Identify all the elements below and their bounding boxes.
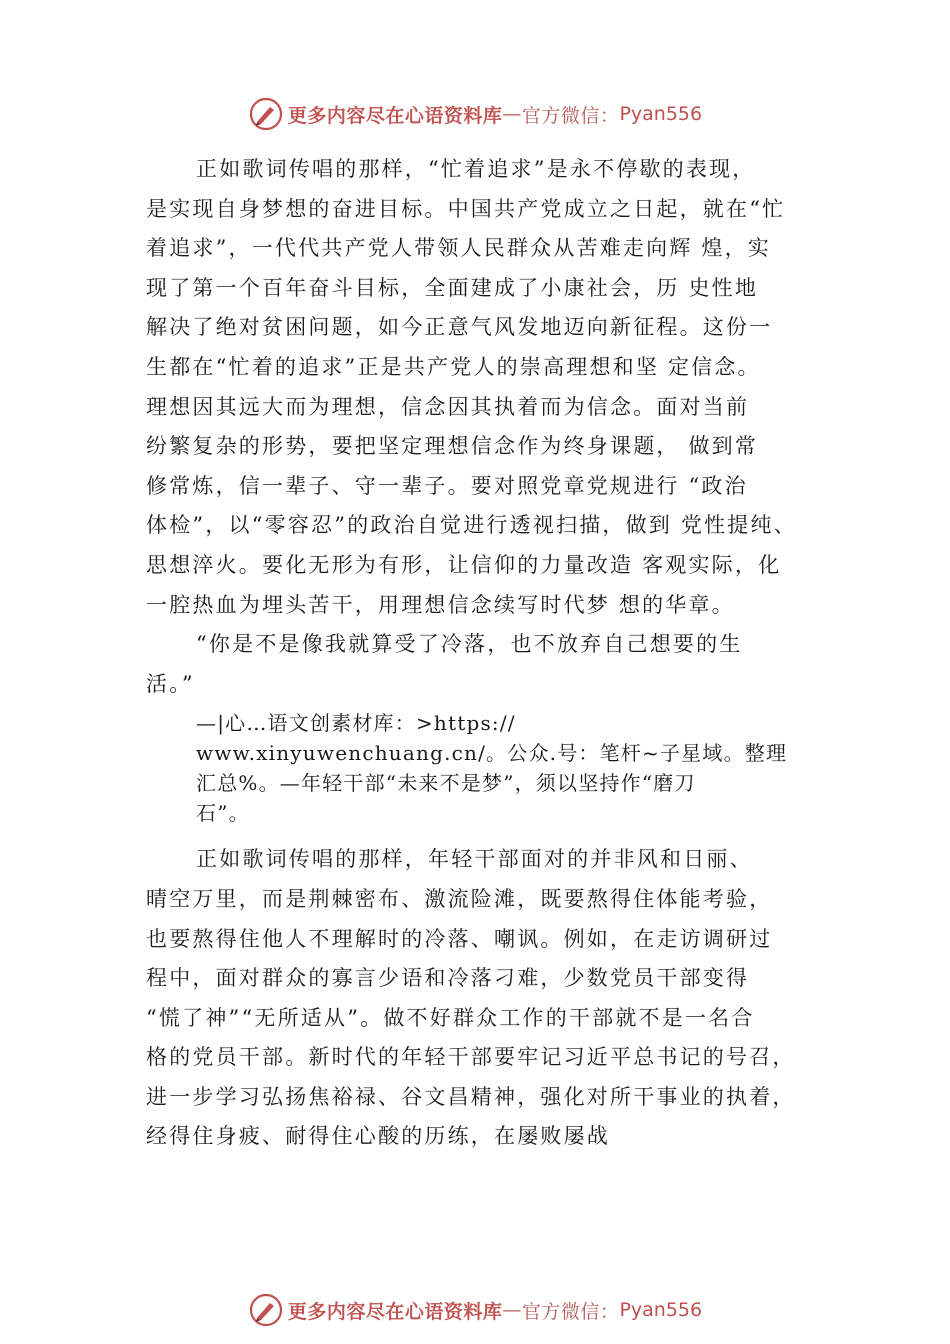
text-line: 思想淬火。要化无形为有形，让信仰的力量改造 客观实际，化 (146, 552, 782, 577)
text-line: “你是不是像我就算受了冷落，也不放弃自己想要的生 (196, 632, 743, 657)
text-line: 是实现自身梦想的奋进目标。中国共产党成立之日起，就在“忙 (146, 196, 786, 221)
text-line: 修常炼，信一辈子、守一辈子。要对照党章党规进行 “政治 (146, 473, 748, 498)
reference-line: www.xinyuwenchuang.cn/。公众.号：笔杆~子星域。整理 (196, 741, 788, 766)
watermark-official: 官方微信： (521, 1300, 620, 1323)
text-line: 纷繁复杂的形势，要把坚定理想信念作为终身课题， 做到常 (146, 434, 759, 459)
text-line: “慌了神”“无所适从”。做不好群众工作的干部就不是一名合 (146, 1005, 755, 1030)
text-line: 正如歌词传唱的那样，年轻干部面对的并非风和日丽、 (196, 847, 753, 872)
reference-block (146, 708, 846, 828)
text-line: 晴空万里，而是荆棘密布、激流险滩，既要熬得住体能考验， (146, 886, 773, 911)
text-line: 理想因其远大而为理想，信念因其执着而为信念。面对当前 (146, 394, 750, 419)
quote (146, 625, 846, 704)
pen-logo-icon (248, 96, 284, 132)
paragraph-2 (146, 840, 846, 1157)
text-line: 生都在“忙着的追求”正是共产党人的崇高理想和坚 定信念。 (146, 354, 761, 379)
text-line: 体检”，以“零容忍”的政治自觉进行透视扫描，做到 党性提纯、 (146, 513, 797, 538)
text-line: 格的党员干部。新时代的年轻干部要牢记习近平总书记的号召， (146, 1045, 796, 1070)
text-line: 一腔热血为埋头苦干，用理想信念续写时代梦 想的华章。 (146, 592, 735, 617)
watermark-brand: 更多内容尽在心语资料库 (287, 104, 503, 127)
document-body (146, 150, 846, 1157)
reference-line: 汇总%。—年轻干部“未来不是梦”，须以坚持作“磨刀 (196, 771, 696, 796)
watermark-official: 官方微信： (521, 104, 620, 127)
watermark-brand: 更多内容尽在心语资料库 (287, 1300, 503, 1323)
reference-line: —|心…语文创素材库：>https:// (196, 711, 516, 736)
text-line: 进一步学习弘扬焦裕禄、谷文昌精神，强化对所干事业的执着， (146, 1084, 796, 1109)
text-line: 解决了绝对贫困问题，如今正意气风发地迈向新征程。这份一 (146, 315, 773, 340)
reference-line: 石”。 (196, 801, 250, 826)
watermark-id: Pyan556 (619, 1299, 703, 1321)
header-watermark (0, 94, 950, 134)
text-line: 现了第一个百年奋斗目标，全面建成了小康社会，历 史性地 (146, 275, 759, 300)
text-line: 正如歌词传唱的那样，“忙着追求”是永不停歇的表现， (196, 157, 756, 181)
pen-logo-icon (248, 1292, 284, 1328)
watermark-id: Pyan556 (619, 103, 703, 125)
text-line: 活。” (146, 671, 195, 696)
watermark-dash: — (502, 103, 522, 125)
text-line: 程中，面对群众的寡言少语和冷落刁难，少数党员干部变得 (146, 966, 750, 991)
watermark-dash: — (502, 1299, 522, 1321)
text-line: 也要熬得住他人不理解时的冷落、嘲讽。例如，在走访调研过 (146, 926, 773, 951)
footer-watermark (0, 1290, 950, 1330)
text-line: 着追求”，一代代共产党人带领人民群众从苦难走向辉 煌，实 (146, 236, 772, 261)
text-line: 经得住身疲、耐得住心酸的历练，在屡败屡战 (146, 1124, 610, 1149)
paragraph-1 (146, 150, 846, 625)
